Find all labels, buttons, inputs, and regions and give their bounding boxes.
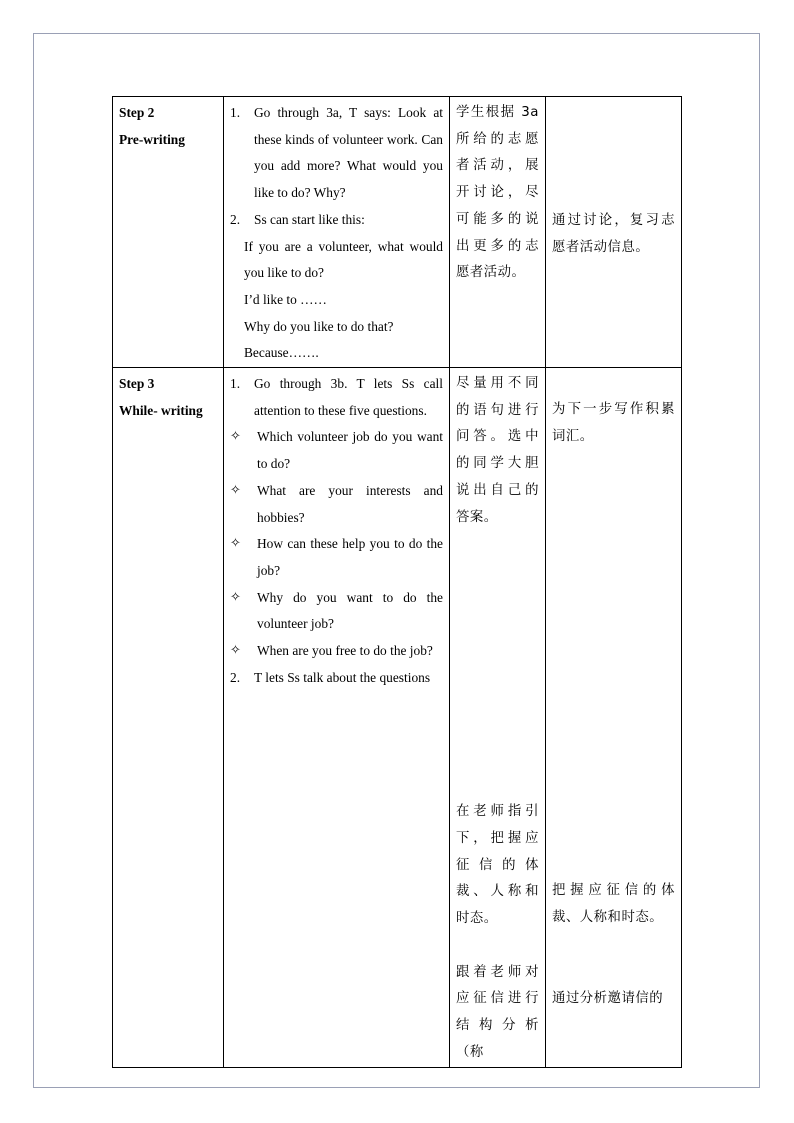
question-item [230,585,443,638]
item-text: Go through 3a, T says: Look at these kinds of volunteer work. Can you add more? What would you like to do? Why? [254,105,443,201]
purpose-cell [546,368,682,1068]
table-row-step2 [113,97,682,368]
procedure-cell [224,97,450,368]
item-text: Go through 3b. T lets Ss call attention to these five questions. [254,376,443,418]
diamond-star-icon: ✧ [230,429,241,445]
step-stage: Pre-writing [119,131,185,147]
lesson-plan-table [112,96,682,1068]
purpose-text: 为下一步写作积累词汇。 [552,402,675,444]
dialogue-line: If you are a volunteer, what would you like to do? [244,238,443,281]
question-text: When are you free to do the job? [257,643,433,659]
purpose-text: 把握应征信的体裁、人称和时态。 [552,883,675,926]
question-item [230,424,443,477]
student-activity-cell [450,368,546,1068]
procedure-item [230,371,443,424]
step-cell [113,368,224,1068]
diamond-star-icon: ✧ [230,643,241,659]
student-activity-cell [450,97,546,368]
table-row-step3 [113,368,682,1068]
diamond-star-icon: ✧ [230,482,241,498]
item-number: 2. [230,211,241,227]
item-text: Ss can start like this: [254,211,365,227]
question-item [230,531,443,584]
diamond-star-icon: ✧ [230,589,241,605]
procedure-item [230,665,443,692]
student-activity-text: 在老师指引下，把握应征信的体裁、人称和时态。 [456,804,539,927]
step-name: Step 3 [119,376,155,392]
purpose-text: 通过讨论，复习志愿者活动信息。 [552,213,675,255]
student-activity-text: 尽量用不同的语句进行问答。选中的同学大胆说出自己的答案。 [456,376,539,525]
dialogue-line: Why do you like to do that? [244,318,394,334]
question-item [230,478,443,531]
procedure-cell [224,368,450,1068]
item-number: 1. [230,105,241,120]
student-activity-text: 学生根据 3a 所给的志愿者活动，展开讨论，尽可能多的说出更多的志愿者活动。 [456,105,539,281]
item-text: T lets Ss talk about the questions [254,669,431,685]
dialogue-line: Because……. [244,345,319,361]
student-activity-text: 跟着老师对应征信进行结构分析（称 [456,964,539,1060]
item-number: 1. [230,376,241,392]
step-stage: While- writing [119,402,203,418]
diamond-star-icon: ✧ [230,536,241,552]
question-text: How can these help you to do the job? [257,536,443,578]
question-text: Why do you want to do the volunteer job? [257,589,443,632]
procedure-item [230,100,443,207]
question-text: What are your interests and hobbies? [257,482,443,525]
procedure-item [230,207,443,234]
question-text: Which volunteer job do you want to do? [257,429,443,472]
question-item [230,638,443,665]
item-number: 2. [230,669,241,685]
dialogue-line: I’d like to …… [244,291,327,307]
step-cell [113,97,224,368]
purpose-cell [546,97,682,368]
purpose-text: 通过分析邀请信的 [552,990,664,1006]
step-name: Step 2 [119,105,155,120]
